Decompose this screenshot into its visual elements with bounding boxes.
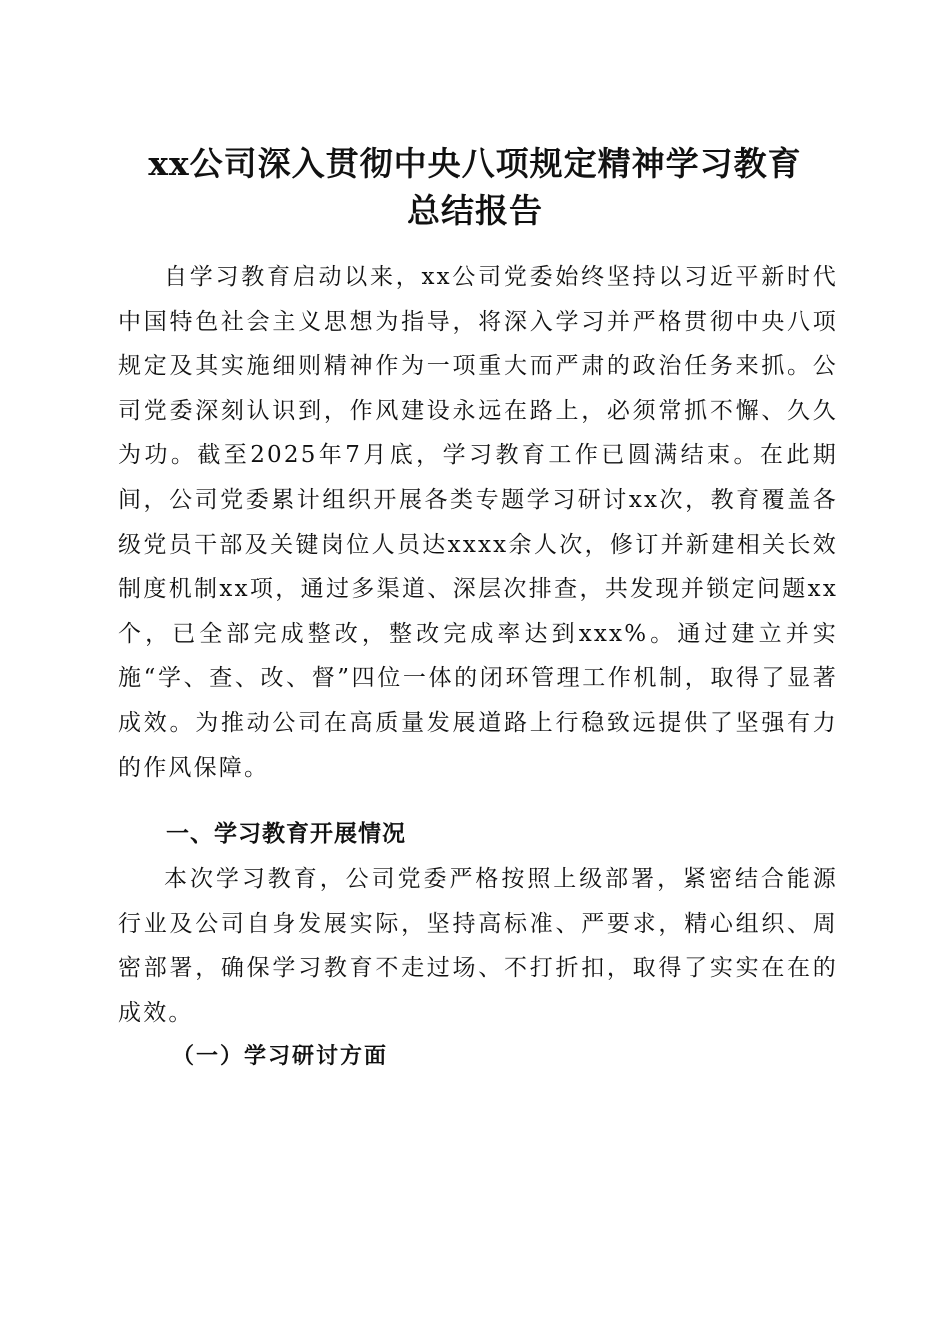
section-1-paragraph: 本次学习教育，公司党委严格按照上级部署，紧密结合能源行业及公司自身发展实际，坚持高标准、严要求，精心组织、周密部署，确保学习教育不走过场、不打折扣，取得了实实在在的成效。 [118, 866, 838, 1026]
intro-paragraph: 自学习教育启动以来，xx公司党委始终坚持以习近平新时代中国特色社会主义思想为指导，将深入学习并严格贯彻中央八项规定及其实施细则精神作为一项重大而严肃的政治任务来抓。公司党委深刻认识到，作风建设永远在路上，必须常抓不懈、久久为功。截至2025年7月底，学习教育工作已圆满结束。在此期间，公司党委累计组织开展各类专题学习研讨xx次，教育覆盖各级党员干部及关键岗位人员达xxxx余人次，修订并新建相关长效制度机制xx项，通过多渠道、深层次排查，共发现并锁定问题xx个，已全部完成整改，整改完成率达到xxx%。通过建立并实施“学、查、改、督”四位一体的闭环管理工作机制，取得了显著成效。为推动公司在高质量发展道路上行稳致远提供了坚强有力的作风保障。 [118, 264, 838, 781]
document-title-line-2: 总结报告 [407, 191, 543, 230]
document-title [100, 140, 850, 234]
document-title-line-1: xx公司深入贯彻中央八项规定精神学习教育 [148, 144, 802, 183]
subsection-heading-study-discussion: （一）学习研讨方面 [172, 1043, 389, 1069]
section-heading-learning-overview: 一、学习教育开展情况 [166, 821, 406, 847]
